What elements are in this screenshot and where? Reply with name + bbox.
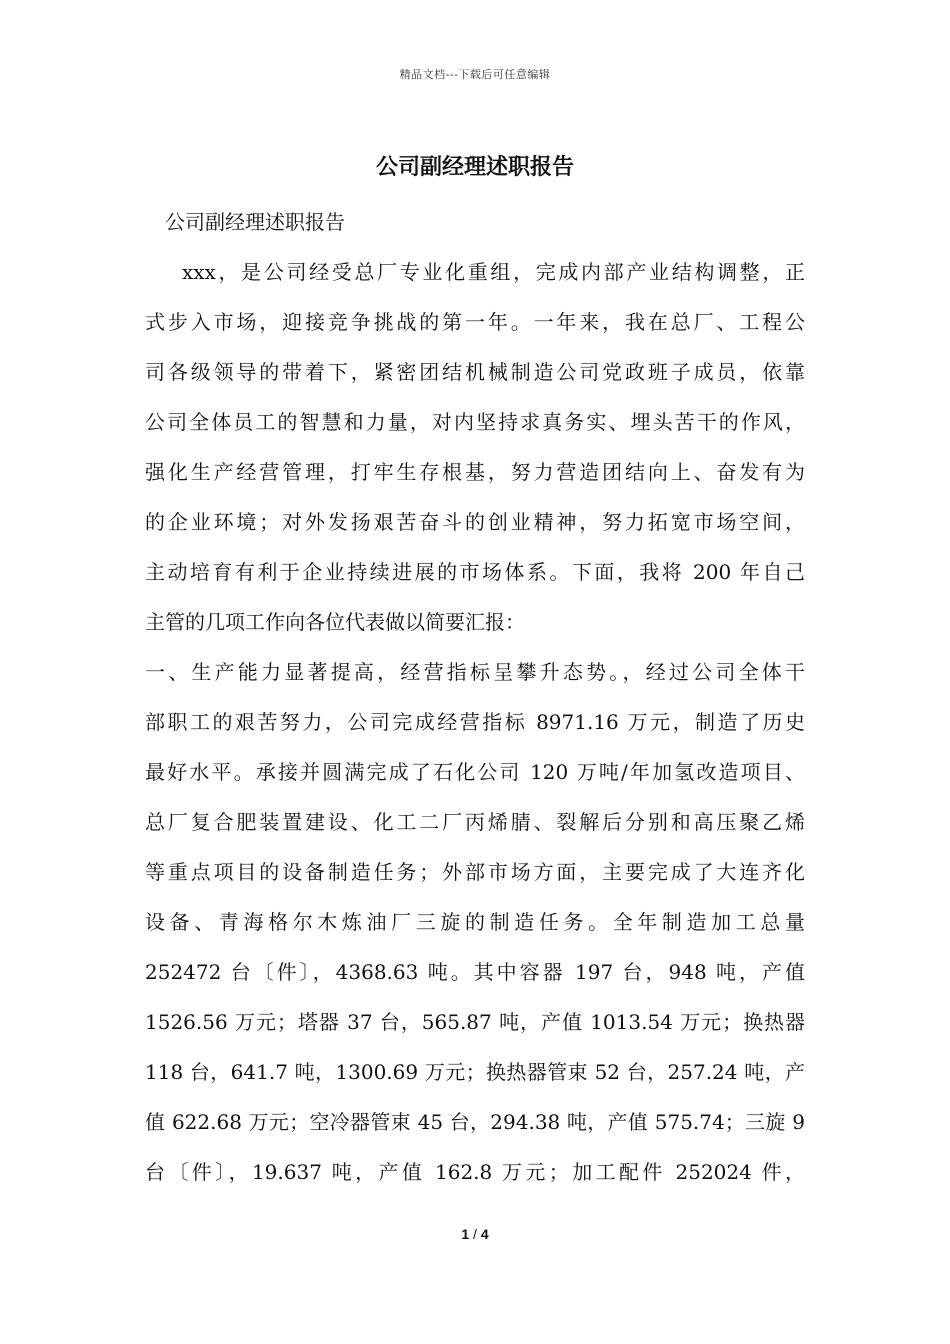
body-line: 总厂复合肥装置建设、化工二厂丙烯腈、裂解后分别和高压聚乙烯 (145, 810, 805, 834)
body-line: 等重点项目的设备制造任务；外部市场方面，主要完成了大连齐化 (145, 860, 805, 884)
body-line: 值 622.68 万元；空冷器管束 45 台，294.38 吨，产值 575.74；三旋 9 (145, 1110, 805, 1134)
page-total: 4 (480, 1226, 489, 1242)
subtitle-line: 公司副经理述职报告 (165, 210, 345, 234)
page-number (0, 1226, 950, 1242)
body-line: 公司全体员工的智慧和力量，对内坚持求真务实、埋头苦干的作风， (145, 410, 805, 434)
body-line: 118 台，641.7 吨，1300.69 万元；换热器管束 52 台，257.24 吨，产 (145, 1060, 805, 1084)
body-line: 司各级领导的带着下，紧密团结机械制造公司党政班子成员，依靠 (145, 360, 805, 384)
page-header-note: 精品文档---下载后可任意编辑 (399, 68, 551, 81)
page-separator: / (469, 1226, 481, 1242)
body-line: xxx，是公司经受总厂专业化重组，完成内部产业结构调整，正 (182, 260, 805, 284)
page-current: 1 (461, 1226, 470, 1242)
body-line: 主动培育有利于企业持续进展的市场体系。下面，我将 200 年自己 (145, 560, 805, 584)
body-line: 252472 台〔件〕，4368.63 吨。其中容器 197 台，948 吨，产值 (145, 960, 805, 984)
body-line: 1526.56 万元；塔器 37 台，565.87 吨，产值 1013.54 万元；换热器 (145, 1010, 805, 1034)
body-line: 的企业环境；对外发扬艰苦奋斗的创业精神，努力拓宽市场空间， (145, 510, 805, 534)
body-line: 最好水平。承接并圆满完成了石化公司 120 万吨/年加氢改造项目、 (145, 760, 805, 784)
body-line: 设备、青海格尔木炼油厂三旋的制造任务。全年制造加工总量 (145, 910, 805, 934)
document-title: 公司副经理述职报告 (375, 154, 574, 180)
document-body (145, 197, 805, 1197)
body-line: 主管的几项工作向各位代表做以简要汇报： (145, 610, 525, 634)
body-line: 式步入市场，迎接竞争挑战的第一年。一年来，我在总厂、工程公 (145, 310, 805, 334)
body-line: 部职工的艰苦努力，公司完成经营指标 8971.16 万元，制造了历史 (145, 710, 805, 734)
body-line: 强化生产经营管理，打牢生存根基，努力营造团结向上、奋发有为 (145, 460, 805, 484)
body-line: 台〔件〕，19.637 吨，产值 162.8 万元；加工配件 252024 件， (145, 1160, 805, 1184)
body-line: 一、生产能力显著提高，经营指标呈攀升态势。，经过公司全体干 (145, 660, 805, 684)
